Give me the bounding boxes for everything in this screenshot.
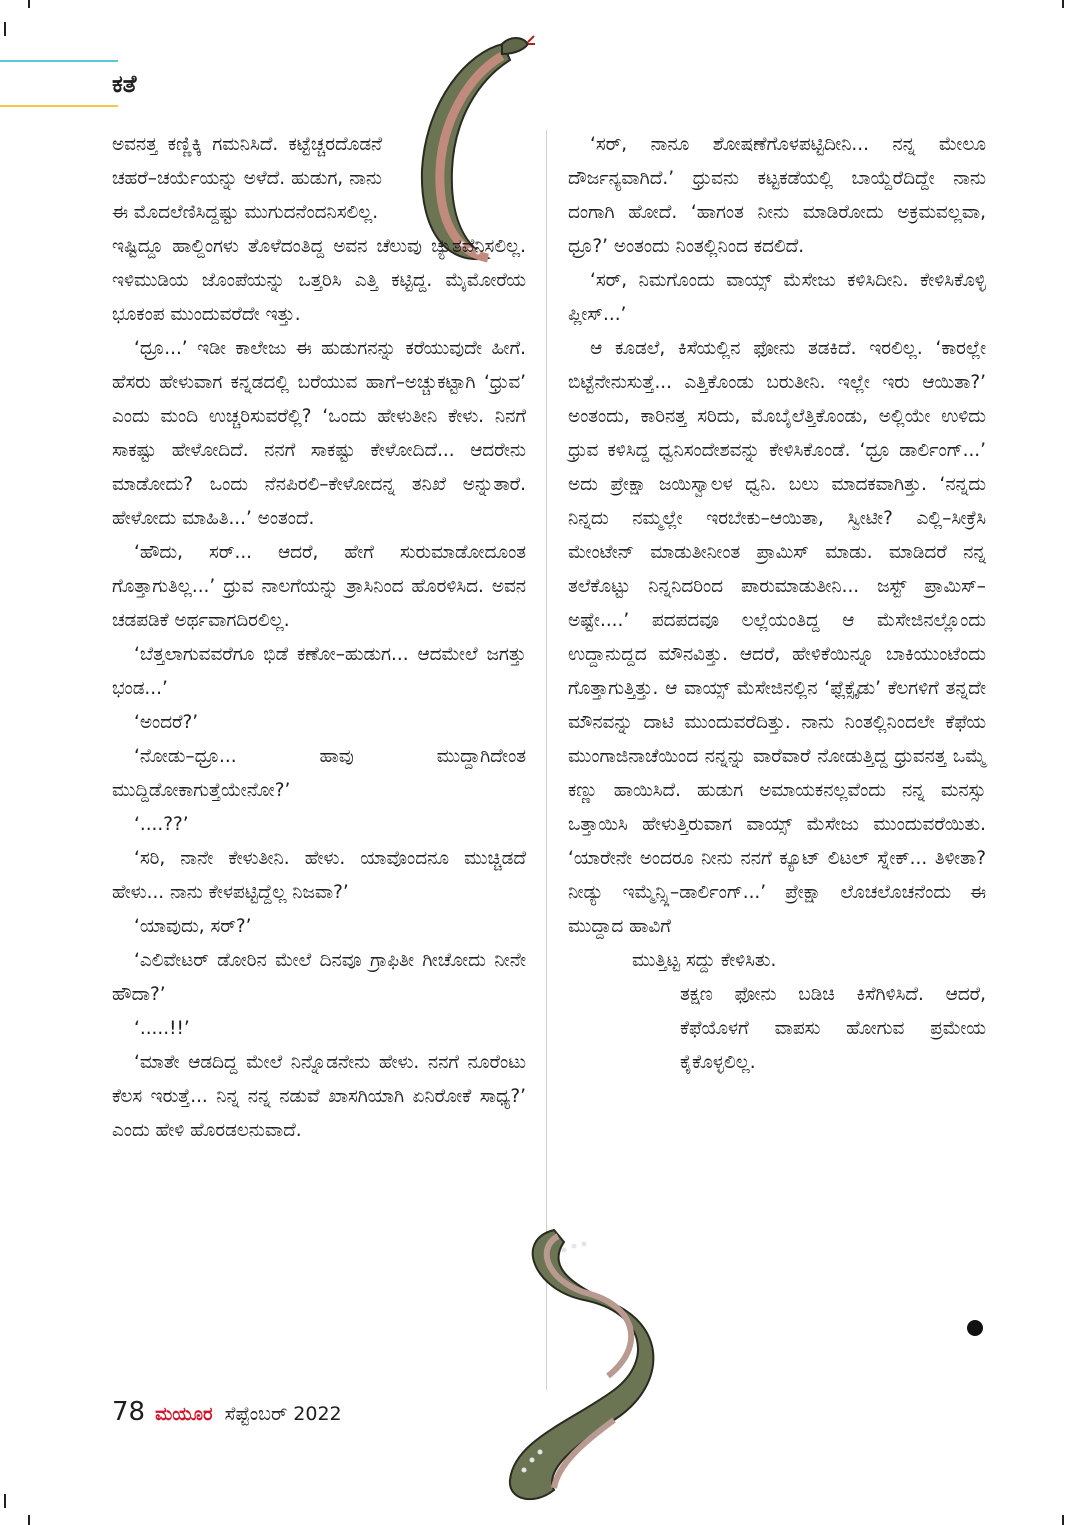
end-of-story-mark xyxy=(967,1320,983,1336)
crop-mark xyxy=(4,1494,6,1508)
paragraph: ‘ಅಂದರೆ?’ xyxy=(134,712,199,733)
paragraph: ತಕ್ಷಣ ಫೋನು ಬಡಿಚಿ ಕಿಸೆಗಿಳಿಸಿದೆ. ಆದರೆ, ಕೆಫೆಯೊಳಗೆ ವಾಪಸು ಹೋಗುವ ಪ್ರಮೇಯ ಕೈಕೊಳ್ಳಲಿಲ್ಲ. xyxy=(680,984,986,1073)
paragraph: ‘ಸರಿ, ನಾನೇ ಕೇಳುತೀನಿ. ಹೇಳು. ಯಾವೊಂದನೂ ಮುಚ್ಚಿಡದೆ ಹೇಳು... ನಾನು ಕೇಳಪಟ್ಟಿದ್ದೆಲ್ಲ ನಿಜವಾ?’ xyxy=(112,848,526,903)
crop-mark xyxy=(1062,0,1064,8)
page-footer xyxy=(112,1395,342,1432)
page-number: 78 xyxy=(112,1397,146,1427)
paragraph: ‘ಸರ್, ನಾನೂ ಶೋಷಣೆಗೊಳಪಟ್ಟಿದೀನಿ... ನನ್ನ ಮೇಲೂ ದೌರ್ಜನ್ಯವಾಗಿದೆ.’ ಧ್ರುವನು ಕಟ್ಟಕಡೆಯಲ್ಲಿ ಬಾಯ್ದೆರೆದಿದ್ದೇ ನಾನು ದಂಗಾಗಿ ಹೋದೆ. ‘ಹಾಗಂತ ನೀನು ಮಾಡಿರೋದು ಅಕ್ರಮವಲ್ಲವಾ, ಧ್ರೂ?’ ಅಂತಂದು ನಿಂತಲ್ಲಿನಿಂದ ಕದಲಿದೆ. xyxy=(568,134,986,257)
paragraph: ‘ಸರ್, ನಿಮಗೊಂದು ವಾಯ್ಸ್ ಮೆಸೇಜು ಕಳಿಸಿದೀನಿ. ಕೇಳಿಸಿಕೊಳ್ಳಿ ಪ್ಲೀಸ್...’ xyxy=(568,270,986,325)
paragraph: ‘ನೋಡು–ಧ್ರೂ... ಹಾವು ಮುದ್ದಾಗಿದೇಂತ ಮುದ್ದಿಡೋಕಾಗುತ್ತೆಯೇನೋ?’ xyxy=(112,746,526,801)
paragraph: ಮುತ್ತಿಟ್ಟ ಸದ್ದು ಕೇಳಿಸಿತು. xyxy=(632,950,777,971)
crop-mark xyxy=(4,22,6,36)
snake-illustration-bottom xyxy=(494,1220,684,1510)
issue-date: ಸೆಪ್ಟೆಂಬರ್ 2022 xyxy=(224,1403,342,1425)
paragraph: ಇಷ್ಟಿದ್ದೂ ಹಾಲ್ದಿಂಗಳು ತೊಳೆದಂತಿದ್ದ ಅವನ ಚೆಲುವು ಚ್ಯುತವೆನಿಸಲಿಲ್ಲ. ಇಳಿಮುಡಿಯ ಜೊಂಪೆಯನ್ನು ಒತ್ತರಿಸಿ ಎತ್ತಿ ಕಟ್ಟಿದ್ದ. ಮೈಮೋರೆಯ ಭೂಕಂಪ ಮುಂದುವರೆದೇ ಇತ್ತು. xyxy=(112,236,526,325)
paragraph: ‘ಹೌದು, ಸರ್... ಆದರೆ, ಹೇಗೆ ಸುರುಮಾಡೋದೂಂತ ಗೊತ್ತಾಗುತಿಲ್ಲ...’ ಧ್ರುವ ನಾಲಗೆಯನ್ನು ತ್ರಾಸಿನಿಂದ ಹೊರಳಿಸಿದ. ಅವನ ಚಡಪಡಿಕೆ ಅರ್ಥವಾಗದಿರಲಿಲ್ಲ. xyxy=(112,542,526,631)
crop-mark xyxy=(1062,1515,1064,1525)
paragraph: ಅವನತ್ತ ಕಣ್ಣಿಕ್ಕಿ ಗಮನಿಸಿದೆ. ಕಟ್ಟೆಚ್ಚರದೊಡನೆ ಚಹರೆ–ಚರ್ಯೆಯನ್ನು ಅಳೆದೆ. ಹುಡುಗ, ನಾನು ಈ ಮೊದಲೆಣಿಸಿದ್ದಷ್ಟು ಮುಗುದನೆಂದನಿಸಲಿಲ್ಲ. xyxy=(112,134,382,223)
paragraph: ‘ಯಾವುದು, ಸರ್?’ xyxy=(134,916,252,937)
article-column-right xyxy=(568,128,986,1080)
paragraph: ಆ ಕೂಡಲೆ, ಕಿಸೆಯಲ್ಲಿನ ಫೋನು ತಡಕಿದೆ. ಇರಲಿಲ್ಲ. ‘ಕಾರಲ್ಲೇ ಬಿಟ್ಟೆನೇನುಸುತ್ತೆ... ಎತ್ತಿಕೊಂಡು ಬರುತೀನಿ. ಇಲ್ಲೇ ಇರು ಆಯಿತಾ?’ ಅಂತಂದು, ಕಾರಿನತ್ತ ಸರಿದು, ಮೊಬೈಲೆತ್ತಿಕೊಂಡು, ಅಲ್ಲಿಯೇ ಉಳಿದು ಧ್ರುವ ಕಳಿಸಿದ್ದ ಧ್ವನಿಸಂದೇಶವನ್ನು ಕೇಳಿಸಿಕೊಂಡೆ. ‘ಧ್ರೂ ಡಾರ್ಲಿಂಗ್...’ ಅದು ಪ್ರೇಕ್ಷಾ ಜಯಿಸ್ವಾಲಳ ಧ್ವನಿ. ಬಲು ಮಾದಕವಾಗಿತ್ತು. ‘ನನ್ನದು ನಿನ್ನದು ನಮ್ಮಲ್ಲೇ ಇರಬೇಕು–ಆಯಿತಾ, ಸ್ವೀಟೀ? ಎಲ್ಲಿ–ಸೀಕ್ರೆಸಿ ಮೇಂಟೇನ್ ಮಾಡುತೀನೀಂತ ಪ್ರಾಮಿಸ್ ಮಾಡು. ಮಾಡಿದರೆ ನನ್ನ ತಲೆಕೊಟ್ಟು ನಿನ್ನನಿದರಿಂದ ಪಾರುಮಾಡುತೀನಿ... ಜಸ್ಟ್ ಪ್ರಾಮಿಸ್–ಅಷ್ಟೇ....’ ಪದಪದವೂ ಲಲ್ಲೆಯಂತಿದ್ದ ಆ ಮೆಸೇಜಿನಲ್ಲೊಂದು ಉದ್ದಾನುದ್ದದ ಮೌನವಿತ್ತು. ಆದರೆ, ಹೇಳಿಕೆಯಿನ್ನೂ ಬಾಕಿಯುಂಟೆಂದು ಗೊತ್ತಾಗುತ್ತಿತ್ತು. ಆ ವಾಯ್ಸ್ ಮೆಸೇಜಿನಲ್ಲಿನ ‘ಫ್ಲೆಕ್ಸೈಡು’ ಕೆಲಗಳಿಗೆ ತನ್ನದೇ ಮೌನವನ್ನು ದಾಟಿ ಮುಂದುವರೆದಿತ್ತು. ನಾನು ನಿಂತಲ್ಲಿನಿಂದಲೇ ಕೆಫೆಯ ಮುಂಗಾಜಿನಾಚೆಯಿಂದ ನನ್ನನ್ನು ವಾರೆವಾರೆ ನೋಡುತ್ತಿದ್ದ ಧ್ರುವನತ್ತ ಒಮ್ಮೆ ಕಣ್ಣು ಹಾಯಿಸಿದೆ. ಹುಡುಗ ಅಮಾಯಕನಲ್ಲವೆಂದು ನನ್ನ ಮನಸ್ಸು ಒತ್ತಾಯಿಸಿ ಹೇಳುತ್ತಿರುವಾಗ ವಾಯ್ಸ್ ಮೆಸೇಜು ಮುಂದುವರೆಯಿತು. ‘ಯಾರೇನೇ ಅಂದರೂ ನೀನು ನನಗೆ ಕ್ಯೂಟ್ ಲಿಟಲ್ ಸ್ನೇಕ್... ತಿಳೀತಾ? ನೀಡ್ಯು ಇಮ್ಮೆನ್ಸ್ಲಿ–ಡಾರ್ಲಿಂಗ್...’ ಪ್ರೇಕ್ಷಾ ಲೊಚಲೊಚನೆಂದು ಈ ಮುದ್ದಾದ ಹಾವಿಗೆ xyxy=(568,338,986,937)
paragraph: ‘ಮಾತೇ ಆಡದಿದ್ದ ಮೇಲೆ ನಿನ್ನೊಡನೇನು ಹೇಳು. ನನಗೆ ನೂರೆಂಟು ಕೆಲಸ ಇರುತ್ತೆ... ನಿನ್ನ ನನ್ನ ನಡುವೆ ಖಾಸಗಿಯಾಗಿ ಏನಿರೋಕೆ ಸಾಧ್ಯ?’ ಎಂದು ಹೇಳಿ ಹೊರಡಲನುವಾದೆ. xyxy=(112,1052,526,1141)
magazine-logo: ಮಯೂರ xyxy=(155,1404,213,1425)
crop-mark xyxy=(28,0,30,8)
paragraph: ‘ಎಲಿವೇಟರ್ ಡೋರಿನ ಮೇಲೆ ದಿನವೂ ಗ್ರಾಫಿತೀ ಗೀಚೋದು ನೀನೇ ಹೌದಾ?’ xyxy=(112,950,526,1005)
paragraph: ‘.....!!’ xyxy=(134,1018,190,1039)
paragraph: ‘ಧ್ರೂ...’ ಇಡೀ ಕಾಲೇಜು ಈ ಹುಡುಗನನ್ನು ಕರೆಯುವುದೇ ಹೀಗೆ. ಹೆಸರು ಹೇಳುವಾಗ ಕನ್ನಡದಲ್ಲಿ ಬರೆಯುವ ಹಾಗೆ–ಅಚ್ಚುಕಟ್ಟಾಗಿ ‘ಧ್ರುವ’ ಎಂದು ಮಂದಿ ಉಚ್ಚರಿಸುವರೆಲ್ಲಿ? ‘ಒಂದು ಹೇಳುತೀನಿ ಕೇಳು. ನಿನಗೆ ಸಾಕಷ್ಟು ಹೇಳೋದಿದೆ. ನನಗೆ ಸಾಕಷ್ಟು ಕೇಳೋದಿದೆ... ಆದರೇನು ಮಾಡೋದು? ಒಂದು ನೆನಪಿರಲಿ–ಕೇಳೋದನ್ನ ತನಿಖೆ ಅನ್ನುತಾರೆ. ಹೇಳೋದು ಮಾಹಿತಿ...’ ಅಂತಂದೆ. xyxy=(112,338,526,529)
section-title: ಕತೆ xyxy=(112,70,137,98)
article-column-left xyxy=(112,128,526,1148)
crop-mark xyxy=(28,1515,30,1525)
paragraph: ‘ಬೆತ್ತಲಾಗುವವರೆಗೂ ಭಿಡೆ ಕಣೋ–ಹುಡುಗ... ಆದಮೇಲೆ ಜಗತ್ತು ಭಂಡ...’ xyxy=(112,644,526,699)
section-bar-yellow xyxy=(0,105,118,107)
paragraph: ‘....??’ xyxy=(134,814,189,835)
column-divider xyxy=(546,130,547,1390)
section-bar-cyan xyxy=(0,60,118,62)
